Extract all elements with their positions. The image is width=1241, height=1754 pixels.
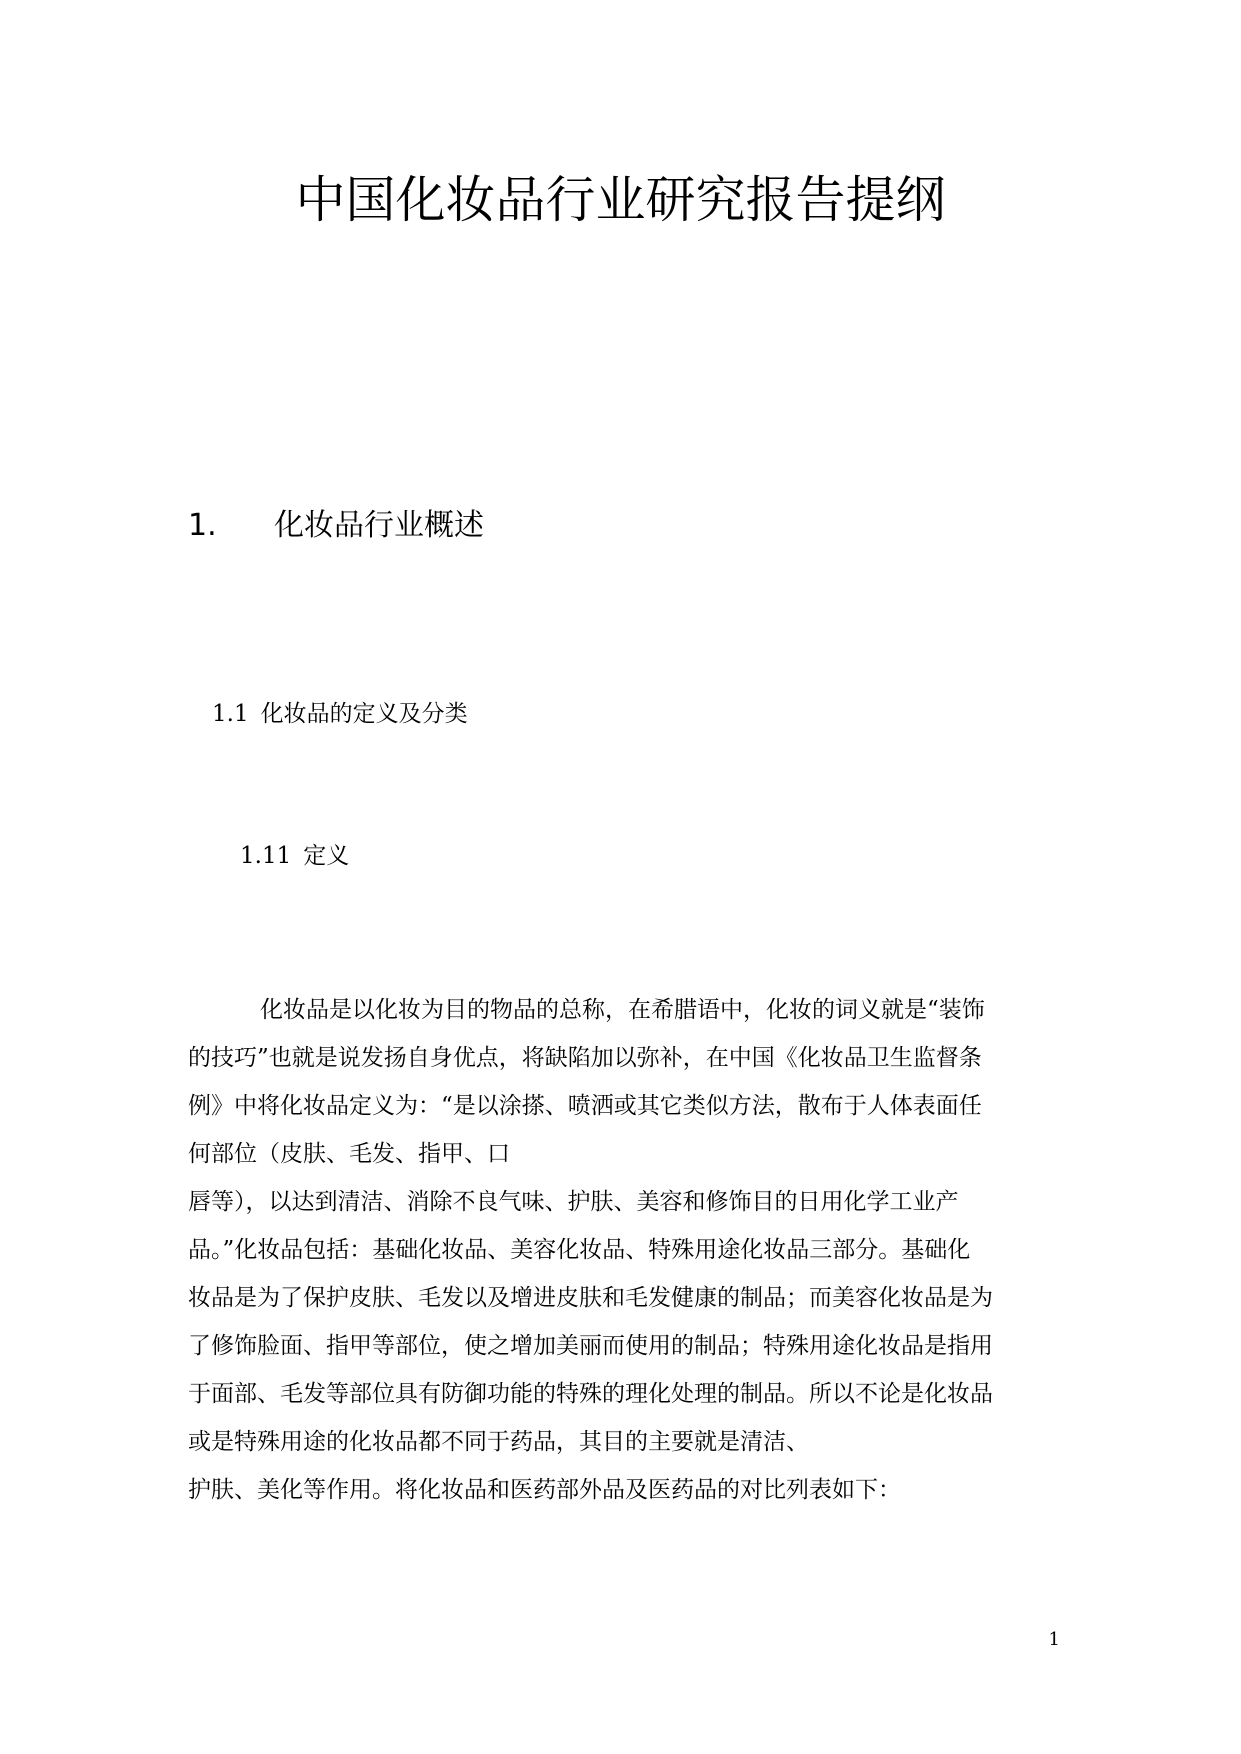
paragraph-line: 护肤、美化等作用。将化妆品和医药部外品及医药品的对比列表如下： bbox=[188, 1477, 901, 1503]
page-number: 1 bbox=[1048, 1629, 1060, 1650]
subsection-number: 1.11 bbox=[240, 843, 292, 869]
paragraph-line: 妆品是为了保护皮肤、毛发以及增进皮肤和毛发健康的制品；而美容化妆品是为 bbox=[188, 1285, 993, 1311]
subsection-heading-1-1 bbox=[212, 698, 468, 730]
paragraph-line: 了修饰脸面、指甲等部位，使之增加美丽而使用的制品；特殊用途化妆品是指用 bbox=[188, 1333, 993, 1359]
subsection-title: 化妆品的定义及分类 bbox=[260, 701, 468, 727]
section-title: 化妆品行业概述 bbox=[274, 508, 484, 543]
paragraph-line: 或是特殊用途的化妆品都不同于药品，其目的主要就是清洁、 bbox=[188, 1429, 809, 1455]
section-heading-1 bbox=[188, 506, 484, 546]
paragraph-line: 于面部、毛发等部位具有防御功能的特殊的理化处理的制品。所以不论是化妆品 bbox=[188, 1381, 993, 1407]
paragraph-line: 品。”化妆品包括：基础化妆品、美容化妆品、特殊用途化妆品三部分。基础化 bbox=[188, 1237, 971, 1263]
paragraph-line: 例》中将化妆品定义为：“是以涂搽、喷洒或其它类似方法，散布于人体表面任 bbox=[188, 1093, 982, 1119]
subsection-number: 1.1 bbox=[212, 701, 249, 727]
section-number: 1. bbox=[188, 508, 217, 543]
paragraph-line: 化妆品是以化妆为目的物品的总称，在希腊语中，化妆的词义就是“装饰 bbox=[260, 997, 985, 1023]
paragraph-line: 的技巧”也就是说发扬自身优点，将缺陷加以弥补，在中国《化妆品卫生监督条 bbox=[188, 1045, 982, 1071]
body-paragraph bbox=[188, 986, 1060, 1514]
subsection-heading-1-11 bbox=[240, 840, 349, 872]
subsection-title: 定义 bbox=[303, 843, 350, 869]
document-title: 中国化妆品行业研究报告提纲 bbox=[295, 171, 946, 229]
paragraph-line: 何部位（皮肤、毛发、指甲、口 bbox=[188, 1141, 510, 1167]
paragraph-line: 唇等），以达到清洁、消除不良气味、护肤、美容和修饰目的日用化学工业产 bbox=[188, 1189, 959, 1215]
